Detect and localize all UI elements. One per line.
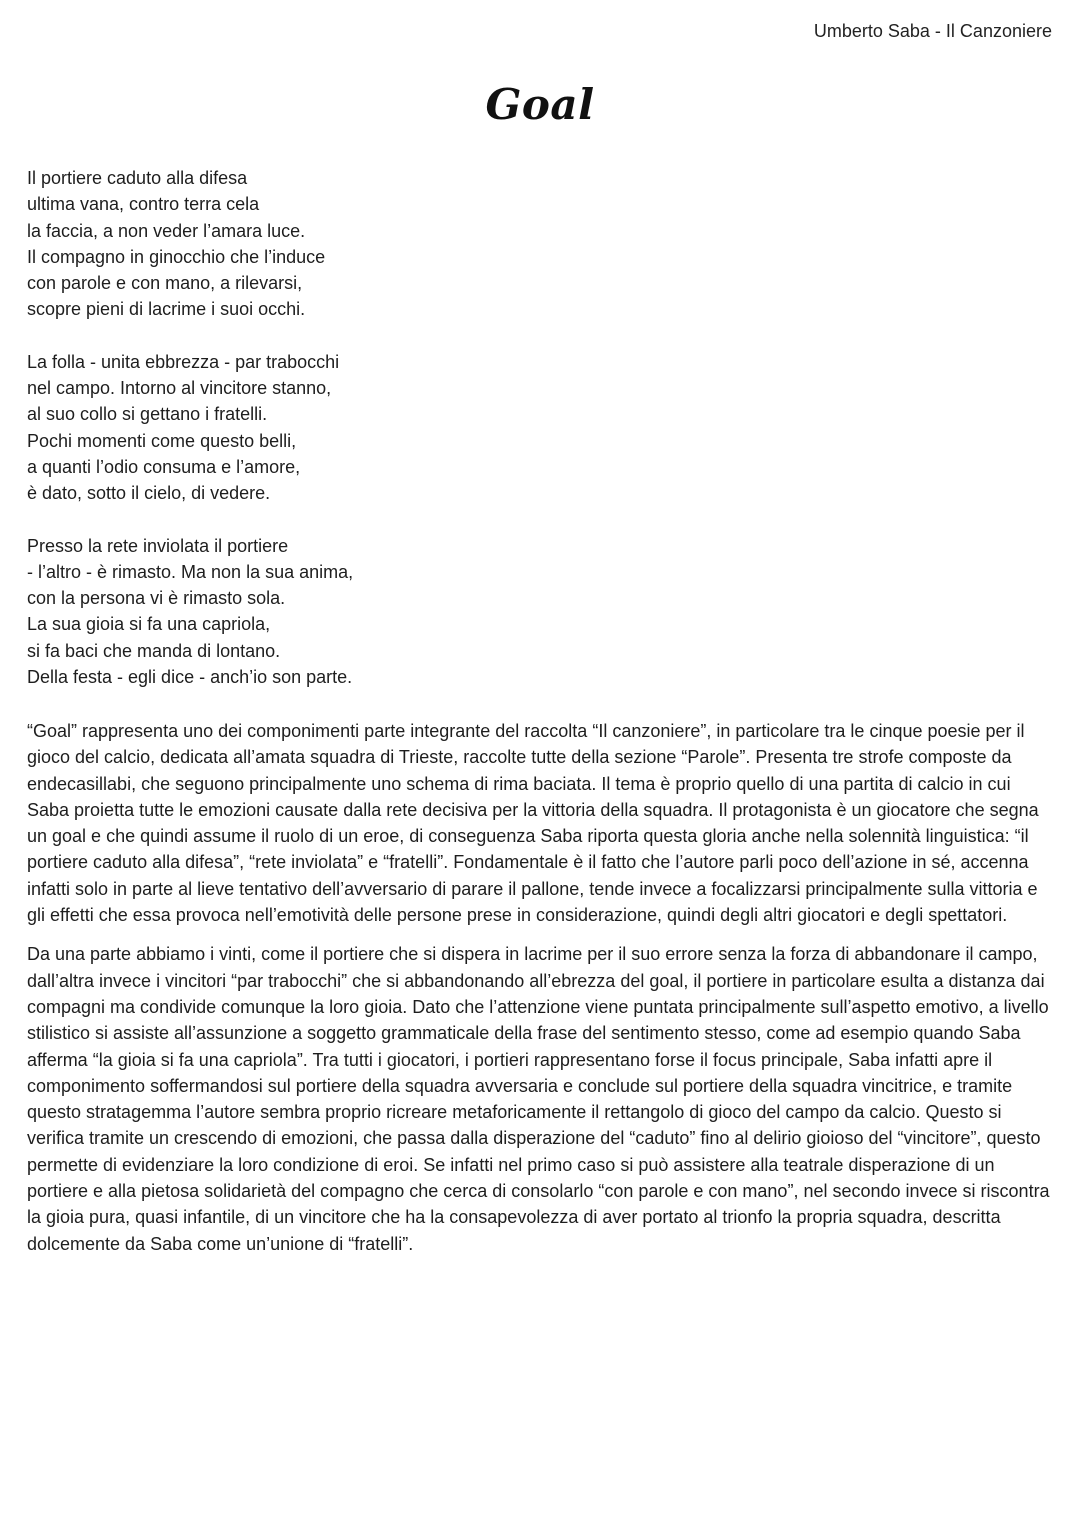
poem-verse: nel campo. Intorno al vincitore stanno, xyxy=(27,378,332,399)
poem-verse: a quanti l’odio consuma e l’amore, xyxy=(27,456,301,477)
poem-verse: Della festa - egli dice - anch’io son parte. xyxy=(27,667,353,688)
poem-verse: ultima vana, contro terra cela xyxy=(27,194,260,215)
poem-stanza-1 xyxy=(27,165,353,323)
commentary xyxy=(27,718,1057,1270)
commentary-paragraph: Da una parte abbiamo i vinti, come il portiere che si dispera in lacrime per il suo errore senza la forza di abbandonare il campo, dall’altra invece i vincitori “par trabocchi” che si abbandonando all’ebrezza del goal, il portiere in particolare esulta a distanza dai compagni ma condivide comunque la loro gioia. Dato che l’attenzione viene puntata principalmente sull’aspetto emotivo, a livello stilistico si assiste all’assunzione a soggetto grammaticale della frase del sentimento stesso, come ad esempio quando Saba afferma “la gioia si fa una capriola”. Tra tutti i giocatori, i portieri rappresentano forse il focus principale, Saba infatti apre il componimento soffermandosi sul portiere della squadra avversaria e conclude sul portiere della squadra vincitrice, e tramite questo stratagemma l’autore sembra proprio ricreare metaforicamente il rettangolo di gioco del campo da calcio. Questo si verifica tramite un crescendo di emozioni, che passa dalla disperazione del “caduto” fino al delirio gioioso del “vincitore”, questo permette di evidenziare la loro condizione di eroi. Se infatti nel primo caso si può assistere alla teatrale disperazione di un portiere e alla pietosa solidarietà del compagno che cerca di consolarlo “con parole e con mano”, nel secondo invece si riscontra la gioia pura, quasi infantile, di un vincitore che ha la consapevolezza di aver portato al trionfo la propria squadra, descritta dolcemente da Saba come un’unione di “fratelli”. xyxy=(27,944,1050,1254)
page-title: Goal xyxy=(485,80,595,129)
commentary-paragraph: “Goal” rappresenta uno dei componimenti parte integrante del raccolta “Il canzoniere”, in particolare tra le cinque poesie per il gioco del calcio, dedicata all’amata squadra di Trieste, raccolte tutte della sezione “Parole”. Presenta tre strofe composte da endecasillabi, che seguono principalmente uno schema di rima baciata. Il tema è proprio quello di una partita di calcio in cui Saba proietta tutte le emozioni causate dalla rete decisiva per la vittoria della squadra. Il protagonista è un giocatore che segna un goal e che quindi assume il ruolo di un eroe, di conseguenza Saba riporta questa gloria anche nella solennità linguistica: “il portiere caduto alla difesa”, “rete inviolata” e “fratelli”. Fondamentale è il fatto che l’autore parli poco dell’azione in sé, accenna infatti solo in parte al lieve tentativo dell’avversario di parare il pallone, tende invece a focalizzarsi principalmente sulla vittoria e gli effetti che essa provoca nell’emotività delle persone prese in considerazione, quindi degli altri giocatori e degli spettatori. xyxy=(27,721,1039,926)
poem-verse: La folla - unita ebbrezza - par trabocchi xyxy=(27,351,340,372)
poem-verse: - l’altro - è rimasto. Ma non la sua anima, xyxy=(27,561,354,582)
poem-stanza-3 xyxy=(27,533,353,691)
header-source: Umberto Saba - Il Canzoniere xyxy=(813,21,1052,41)
poem xyxy=(27,165,353,716)
poem-verse: Pochi momenti come questo belli, xyxy=(27,430,297,451)
poem-verse: è dato, sotto il cielo, di vedere. xyxy=(27,483,271,504)
poem-verse: Il compagno in ginocchio che l’induce xyxy=(27,246,326,267)
poem-verse: La sua gioia si fa una capriola, xyxy=(27,614,271,635)
poem-verse: la faccia, a non veder l’amara luce. xyxy=(27,220,306,241)
poem-verse: scopre pieni di lacrime i suoi occhi. xyxy=(27,299,306,320)
poem-verse: con la persona vi è rimasto sola. xyxy=(27,588,286,609)
poem-verse: con parole e con mano, a rilevarsi, xyxy=(27,273,303,294)
poem-verse: Il portiere caduto alla difesa xyxy=(27,168,248,188)
poem-verse: al suo collo si gettano i fratelli. xyxy=(27,404,268,425)
poem-verse: si fa baci che manda di lontano. xyxy=(27,640,281,661)
poem-verse: Presso la rete inviolata il portiere xyxy=(27,535,289,556)
poem-stanza-2 xyxy=(27,349,353,507)
